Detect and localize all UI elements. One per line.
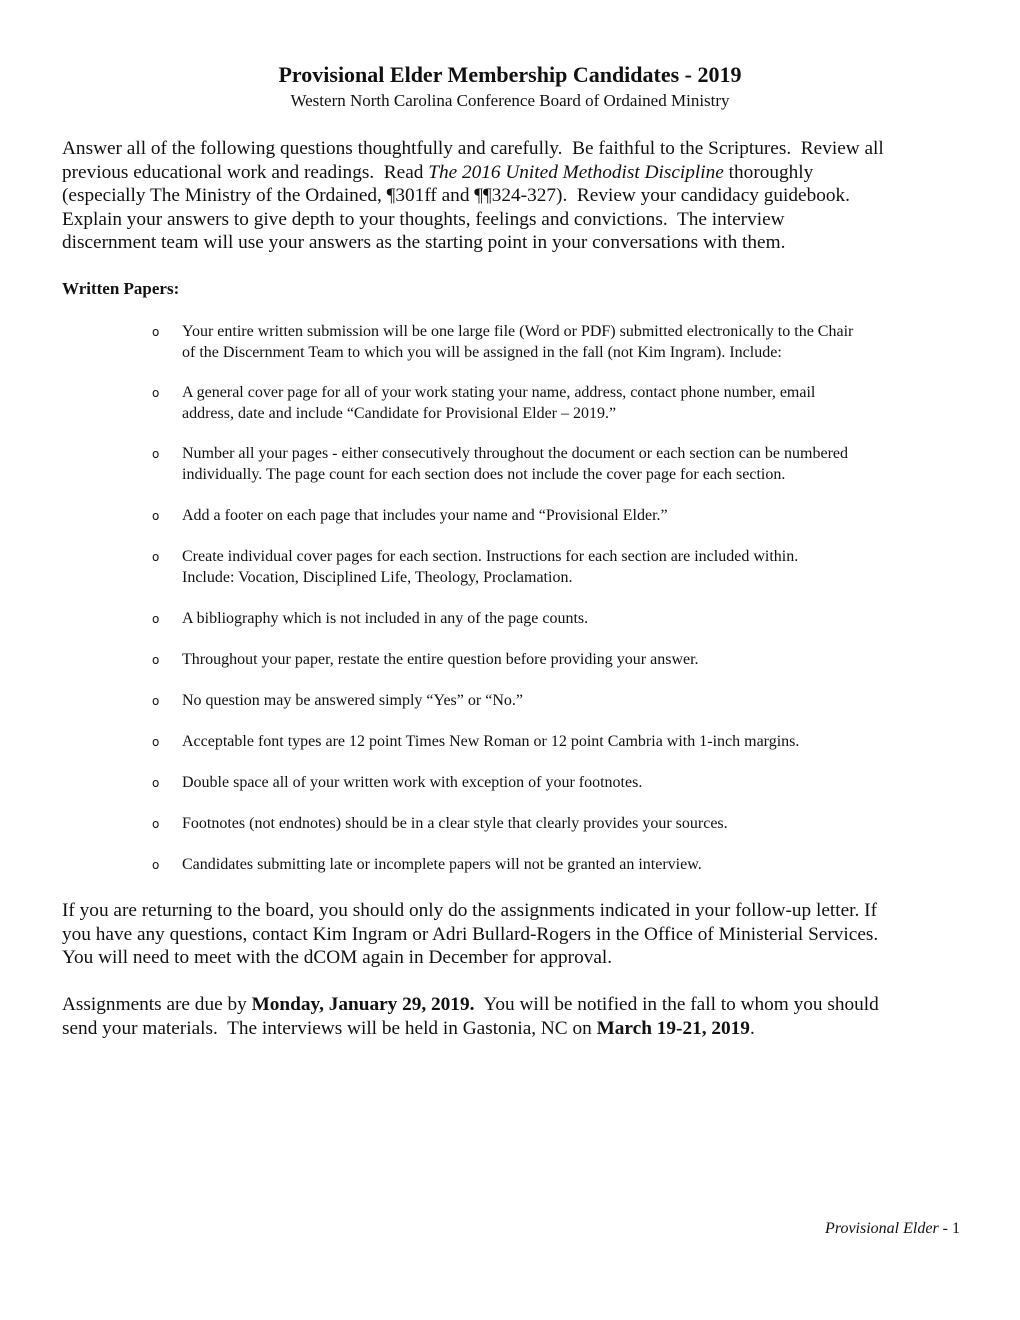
bullet-circle-icon: o	[152, 776, 160, 790]
list-item-text	[182, 691, 523, 712]
bullet-circle-icon: o	[152, 858, 160, 872]
list-item-text	[182, 506, 668, 527]
text-line	[62, 993, 962, 1017]
bullet-circle-icon: o	[152, 735, 160, 749]
page-number: 1	[952, 1220, 960, 1237]
list-item-line: No question may be answered simply “Yes” or “No.”	[182, 692, 523, 709]
list-item-line: Footnotes (not endnotes) should be in a clear style that clearly provides your sources.	[182, 815, 728, 832]
text-line	[62, 1017, 962, 1041]
text-segment: Explain your answers to give depth to your thoughts, feelings and convictions. The interview	[62, 208, 785, 230]
text-segment: previous educational work and readings. Read	[62, 161, 429, 183]
text-segment: (especially The Ministry of the Ordained, ¶301ff and ¶¶324-327). Review your candidacy guidebook.	[62, 185, 850, 206]
text-segment: send your materials. The interviews will be held in Gastonia, NC on	[62, 1017, 597, 1039]
list-item-line: Double space all of your written work with exception of your footnotes.	[182, 774, 643, 791]
bullet-circle-icon: o	[152, 694, 160, 708]
list-item-line: of the Discernment Team to which you will be assigned in the fall (not Kim Ingram). Include:	[182, 343, 782, 361]
text-line	[62, 923, 962, 947]
intro-paragraph	[62, 137, 962, 255]
document-title: Provisional Elder Membership Candidates - 2019	[278, 62, 742, 87]
bullet-circle-icon: o	[152, 386, 160, 400]
list-item-line: Include: Vocation, Disciplined Life, Theology, Proclamation.	[182, 568, 573, 586]
bullet-circle-icon: o	[152, 325, 160, 339]
text-line	[62, 137, 962, 161]
text-segment: discernment team will use your answers as the starting point in your conversations with them.	[62, 232, 786, 253]
list-item-text	[182, 322, 853, 363]
document-subtitle: Western North Carolina Conference Board of Ordained Ministry	[290, 91, 730, 110]
bold-text: Monday, January 29, 2019.	[251, 994, 475, 1015]
footer-label: Provisional Elder	[825, 1220, 939, 1237]
text-line	[62, 946, 962, 970]
bullet-circle-icon: o	[152, 509, 160, 523]
list-item-text	[182, 773, 642, 794]
text-segment: If you are returning to the board, you should only do the assignments indicated in your follow-up letter. If	[62, 900, 877, 921]
list-item-text	[182, 650, 699, 671]
text-line	[62, 184, 962, 208]
text-segment: you have any questions, contact Kim Ingram or Adri Bullard-Rogers in the Office of Ministerial Services.	[62, 923, 879, 945]
list-item-text	[182, 732, 799, 753]
text-line	[62, 208, 962, 232]
bullet-circle-icon: o	[152, 550, 160, 564]
list-item-line: Candidates submitting late or incomplete papers will not be granted an interview.	[182, 856, 702, 873]
text-segment: Answer all of the following questions thoughtfully and carefully. Be faithful to the Scriptures. Review all	[62, 138, 884, 159]
bullet-circle-icon: o	[152, 817, 160, 831]
list-item-line: Create individual cover pages for each section. Instructions for each section are included within.	[182, 548, 799, 565]
list-item-text	[182, 547, 798, 588]
list-item-text	[182, 383, 815, 424]
list-item-line: Acceptable font types are 12 point Times New Roman or 12 point Cambria with 1-inch margins.	[182, 733, 800, 750]
list-item-line: address, date and include “Candidate for Provisional Elder – 2019.”	[182, 404, 617, 422]
bullet-circle-icon: o	[152, 447, 160, 461]
bold-text: March 19-21, 2019	[596, 1017, 750, 1039]
text-segment: You will need to meet with the dCOM again in December for approval.	[62, 947, 613, 968]
text-segment: thoroughly	[723, 161, 814, 183]
list-item-line: Your entire written submission will be one large file (Word or PDF) submitted electronically to the Chair	[182, 323, 854, 340]
due-date-paragraph	[62, 993, 962, 1040]
list-item-line: Throughout your paper, restate the entire question before providing your answer.	[182, 651, 699, 668]
text-segment: Assignments are due by	[62, 994, 252, 1015]
bullet-circle-icon: o	[152, 612, 160, 626]
list-item-line: A bibliography which is not included in any of the page counts.	[182, 610, 589, 627]
list-item-line: Add a footer on each page that includes your name and “Provisional Elder.”	[182, 507, 668, 524]
text-segment: .	[749, 1017, 755, 1039]
list-item-text	[182, 814, 728, 835]
returning-paragraph	[62, 899, 962, 970]
list-item-text	[182, 444, 848, 485]
text-line	[62, 899, 962, 923]
text-line	[62, 161, 962, 185]
footer-separator: -	[938, 1220, 952, 1237]
page-footer	[825, 1220, 960, 1238]
text-line	[62, 231, 962, 255]
written-papers-heading: Written Papers:	[62, 279, 180, 298]
italic-text: The 2016 United Methodist Discipline	[428, 161, 724, 183]
list-item-line: Number all your pages - either consecutively throughout the document or each section can be numbered	[182, 445, 848, 462]
bullet-circle-icon: o	[152, 653, 160, 667]
list-item-text	[182, 855, 702, 876]
list-item-text	[182, 609, 588, 630]
list-item-line: individually. The page count for each section does not include the cover page for each section.	[182, 465, 786, 483]
text-segment: You will be notified in the fall to whom you should	[474, 994, 879, 1015]
list-item-line: A general cover page for all of your work stating your name, address, contact phone number, email	[182, 384, 816, 401]
